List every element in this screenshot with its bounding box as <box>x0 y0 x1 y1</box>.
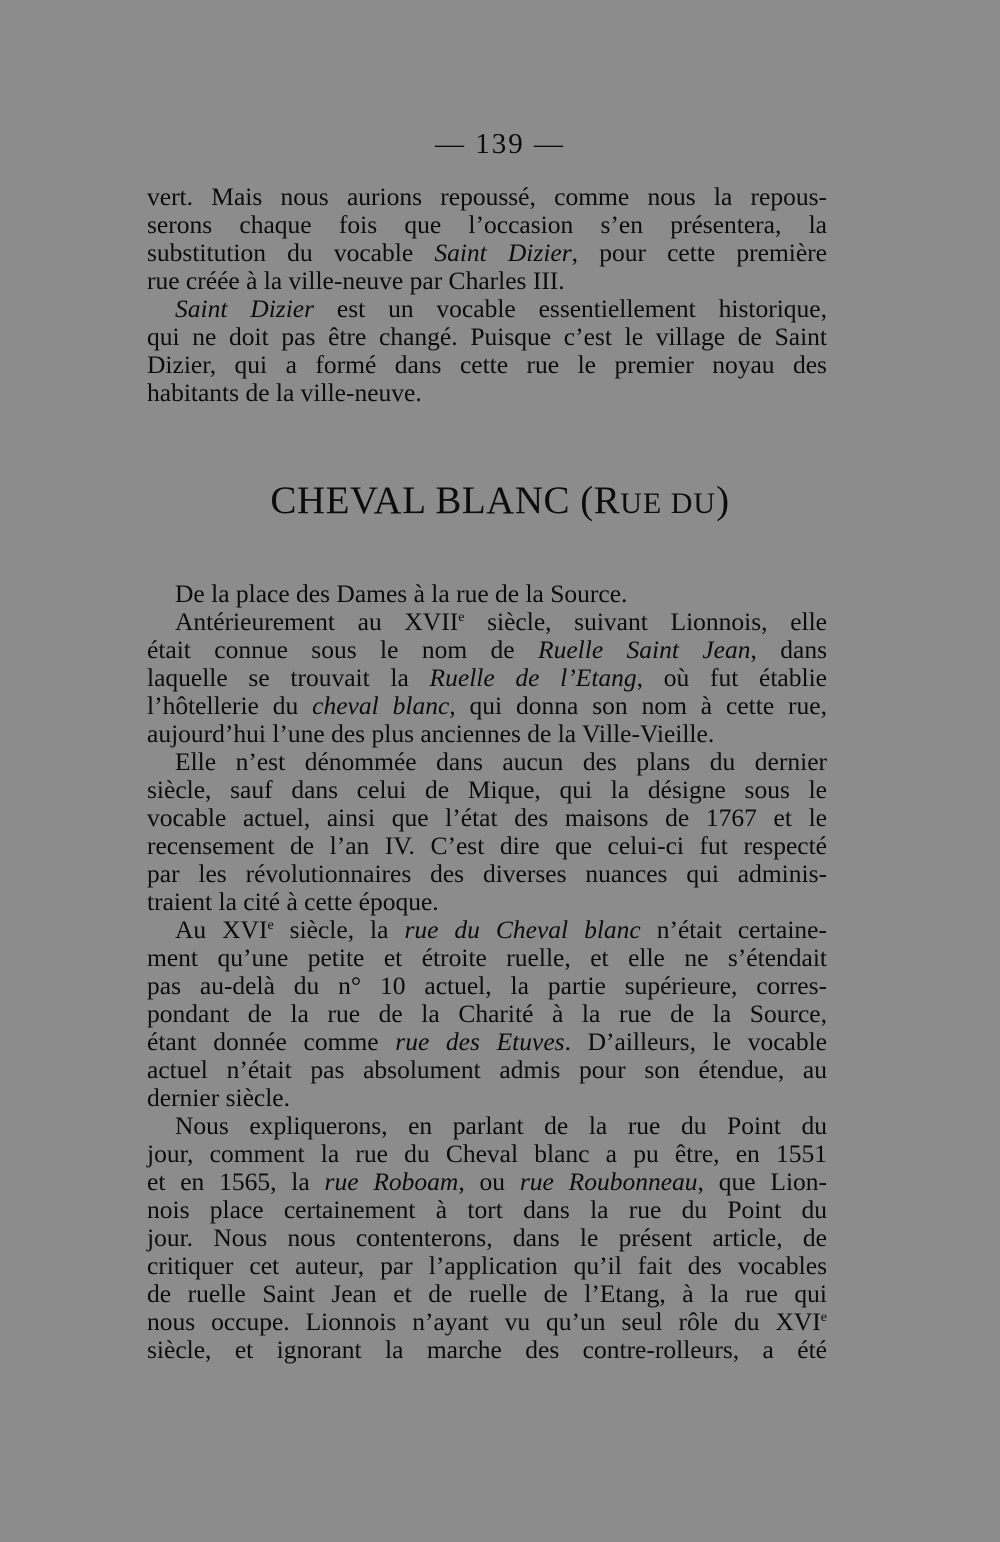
text-segment: pondant de la rue de la Charité à la rue de la Source, <box>147 999 827 1028</box>
text-line <box>147 1000 827 1028</box>
intro-text <box>147 183 827 407</box>
paragraph <box>147 1112 827 1364</box>
text-segment: habitants de la ville-neuve. <box>147 378 422 407</box>
text-line <box>147 1308 827 1336</box>
superscript: e <box>458 610 465 625</box>
superscript: e <box>820 1310 827 1325</box>
italic-text: Saint Dizier <box>434 238 572 267</box>
text-segment: de ruelle Saint Jean et de ruelle de l’Etang, à la rue qui <box>147 1279 827 1308</box>
text-segment: pas au-delà du n° 10 actuel, la partie supérieure, corres- <box>147 971 827 1000</box>
text-line <box>147 860 827 888</box>
text-line <box>147 776 827 804</box>
text-segment: ment qu’une petite et étroite ruelle, et elle ne s’étendait <box>147 943 827 972</box>
text-line <box>147 580 827 608</box>
text-segment: , qui donna son nom à cette rue, <box>449 691 827 720</box>
text-line <box>147 972 827 1000</box>
italic-text: Ruelle de l’Etang <box>429 663 637 692</box>
text-segment: , pour cette première <box>571 238 827 267</box>
italic-text: rue des Etuves <box>395 1027 565 1056</box>
text-segment: recensement de l’an IV. C’est dire que celui-ci fut respecté <box>147 831 827 860</box>
paragraph <box>147 916 827 1112</box>
italic-text: rue Roubonneau <box>519 1167 698 1196</box>
text-segment: nois place certainement à tort dans la rue du Point du <box>147 1195 827 1224</box>
section-heading <box>0 478 1000 523</box>
text-line <box>147 1084 827 1112</box>
text-segment: nous occupe. Lionnois n’ayant vu qu’un seul rôle du XVI <box>147 1307 821 1336</box>
italic-text: rue Roboam <box>324 1167 459 1196</box>
text-segment: jour. Nous nous contenterons, dans le présent article, de <box>147 1223 827 1252</box>
text-line <box>147 1056 827 1084</box>
text-line <box>147 1252 827 1280</box>
text-segment: l’hôtellerie du <box>147 691 313 720</box>
text-segment: n’était certaine- <box>640 915 827 944</box>
text-segment: vert. Mais nous aurions repoussé, comme nous la repous- <box>147 182 827 211</box>
text-segment: De la place des Dames à la rue de la Source. <box>175 579 628 608</box>
text-segment: , ou <box>458 1167 520 1196</box>
text-line <box>147 1112 827 1140</box>
text-segment: traient la cité à cette époque. <box>147 887 439 916</box>
section-body <box>147 580 827 1364</box>
text-line <box>147 692 827 720</box>
italic-text: cheval blanc <box>312 691 450 720</box>
text-segment: actuel n’était pas absolument admis pour son étendue, au <box>147 1055 827 1084</box>
text-line <box>147 608 827 636</box>
text-segment: étant donnée comme <box>147 1027 396 1056</box>
text-line <box>147 351 827 379</box>
text-segment: Dizier, qui a formé dans cette rue le premier noyau des <box>147 350 827 379</box>
text-line <box>147 1168 827 1196</box>
text-segment: , dans <box>750 635 827 664</box>
text-segment: Au XVI <box>175 915 268 944</box>
text-segment: serons chaque fois que l’occasion s’en présentera, la <box>147 210 827 239</box>
text-line <box>147 267 827 295</box>
text-line <box>147 1336 827 1364</box>
text-segment: Nous expliquerons, en parlant de la rue du Point du <box>175 1111 827 1140</box>
text-line <box>147 1280 827 1308</box>
text-line <box>147 804 827 832</box>
text-segment: jour, comment la rue du Cheval blanc a pu être, en 1551 <box>147 1139 827 1168</box>
text-segment: siècle, sauf dans celui de Mique, qui la désigne sous le <box>147 775 827 804</box>
text-line <box>147 916 827 944</box>
text-line <box>147 1196 827 1224</box>
text-line <box>147 1140 827 1168</box>
paragraph <box>147 183 827 295</box>
text-segment: vocable actuel, ainsi que l’état des maisons de 1767 et le <box>147 803 827 832</box>
paragraph <box>147 608 827 748</box>
superscript: e <box>267 918 274 933</box>
text-segment: qui ne doit pas être changé. Puisque c’est le village de Saint <box>147 322 827 351</box>
paragraph <box>147 748 827 916</box>
page-number: — 139 — <box>435 128 565 160</box>
text-segment: Antérieurement au XVII <box>175 607 459 636</box>
text-segment: dernier siècle. <box>147 1083 291 1112</box>
italic-text: Saint Dizier <box>175 294 315 323</box>
text-line <box>147 295 827 323</box>
text-segment: siècle, et ignorant la marche des contre-rolleurs, a été <box>147 1335 827 1364</box>
text-segment: . D’ailleurs, le vocable <box>564 1027 827 1056</box>
text-segment: aujourd’hui l’une des plus anciennes de la Ville-Vieille. <box>147 719 715 748</box>
heading-small-caps: UE DU <box>620 487 717 520</box>
heading-close: ) <box>716 479 730 522</box>
text-segment: était connue sous le nom de <box>147 635 539 664</box>
text-segment: est un vocable essentiellement historique, <box>314 294 827 323</box>
text-line <box>147 323 827 351</box>
text-line <box>147 239 827 267</box>
text-line <box>147 720 827 748</box>
text-segment: siècle, suivant Lionnois, elle <box>464 607 827 636</box>
text-line <box>147 1224 827 1252</box>
text-line <box>147 888 827 916</box>
text-segment: par les révolutionnaires des diverses nuances qui adminis- <box>147 859 827 888</box>
text-segment: siècle, la <box>273 915 405 944</box>
text-line <box>147 944 827 972</box>
italic-text: Ruelle Saint Jean <box>538 635 751 664</box>
text-segment: et en 1565, la <box>147 1167 325 1196</box>
paragraph <box>147 580 827 608</box>
text-segment: laquelle se trouvait la <box>147 663 430 692</box>
text-line <box>147 1028 827 1056</box>
text-segment: Elle n’est dénommée dans aucun des plans du dernier <box>175 747 827 776</box>
text-segment: , que Lion- <box>697 1167 828 1196</box>
text-segment: , où fut établie <box>636 663 827 692</box>
heading-main: CHEVAL BLANC (R <box>270 479 621 522</box>
text-line <box>147 748 827 776</box>
text-segment: rue créée à la ville-neuve par Charles III. <box>147 266 565 295</box>
italic-text: rue du Cheval blanc <box>404 915 641 944</box>
text-line <box>147 211 827 239</box>
text-line <box>147 379 827 407</box>
text-line <box>147 636 827 664</box>
text-segment: critiquer cet auteur, par l’application qu’il fait des vocables <box>147 1251 827 1280</box>
text-line <box>147 832 827 860</box>
text-line <box>147 183 827 211</box>
paragraph <box>147 295 827 407</box>
text-line <box>147 664 827 692</box>
text-segment: substitution du vocable <box>147 238 435 267</box>
